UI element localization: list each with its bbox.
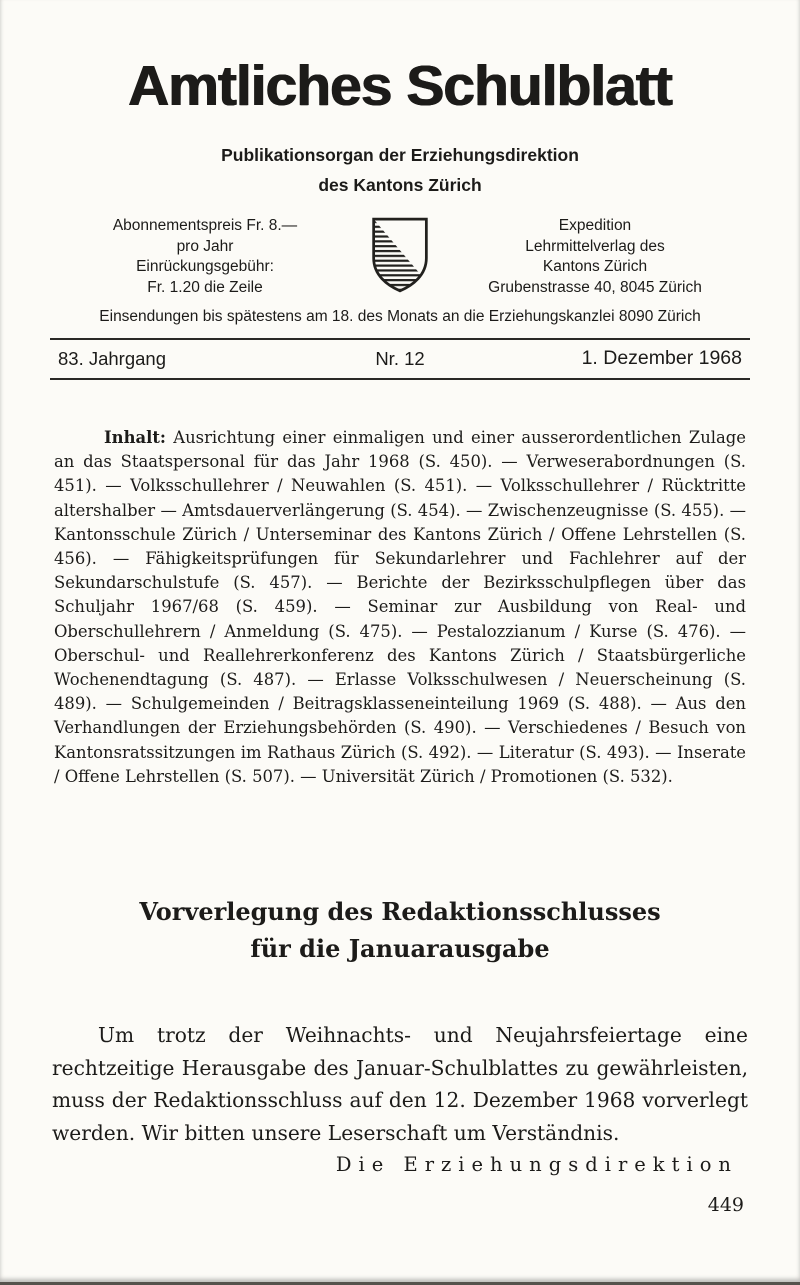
subscription-line: Abonnementspreis Fr. 8.— [112,217,298,234]
announcement-heading [0,893,800,967]
expedition-info-block [448,214,742,298]
subtitle-line-1: Publikationsorgan der Erziehungsdirektion [221,145,579,165]
announcement-heading-line-2: für die Januarausgabe [250,934,550,964]
masthead-info-row [58,214,742,298]
announcement-signature: Die Erziehungsdirektion [335,1153,738,1177]
expedition-line: Lehrmittelverlag des [525,237,665,255]
announcement-heading-line-1: Vorverlegung des Redaktionsschlusses [139,897,661,927]
expedition-line: Expedition [558,217,632,234]
subscription-line: Einrückungsgebühr: [136,258,274,275]
subscription-info-block [58,214,352,298]
submission-deadline-note: Einsendungen bis spätestens am 18. des Monats an die Erziehungskanzlei 8090 Zürich [99,308,701,325]
issue-info-bar [50,338,750,380]
announcement-body: Um trotz der Weihnachts- und Neujahrsfeiertage eine rechtzeitige Herausgabe des Januar-Schulblattes zu gewährleisten, muss der Redaktionsschluss auf den 12. Dezember 1968 vorverlegt werden. Wir bitten unsere Leserschaft um Verständnis. [52,1023,748,1145]
table-of-contents [54,426,746,789]
journal-subtitle [0,140,800,200]
contents-text: Ausrichtung einer einmaligen und einer ausserordentlichen Zulage an das Staatspersonal für das Jahr 1968 (S. 450). — Verweserabordnungen (S. 451). — Volksschullehrer / Neuwahlen (S. 451). — Volksschullehrer / Rücktritte altershalber — Amtsdauerverlängerung (S. 454). — Zwischenzeugnisse (S. 455). — Kantonsschule Zürich / Unterseminar des Kantons Zürich / Offene Lehrstellen (S. 456). — Fähigkeitsprüfungen für Sekundarlehrer und Fachlehrer auf der Sekundarschulstufe (S. 457). — Berichte der Bezirksschulpflegen über das Schuljahr 1967/68 (S. 459). — Seminar zur Ausbildung von Real- und Oberschullehrern / Anmeldung (S. 475). — Pestalozzianum / Kurse (S. 476). — Oberschul- und Reallehrerkonferenz des Kantons Zürich / Staatsbürgerliche Wochenendtagung (S. 487). — Erlasse Volksschulwesen / Neuerscheinung (S. 489). — Schulgemeinden / Beitragsklasseneinteilung 1969 (S. 488). — Aus den Verhandlungen der Erziehungsbehörden (S. 490). — Verschiedenes / Besuch von Kantonsratssitzungen im Rathaus Zürich (S. 492). — Literatur (S. 493). — Inserate / Offene Lehrstellen (S. 507). — Universität Zürich / Promotionen (S. 532). [54,428,746,786]
journal-title: Amtliches Schulblatt [128,54,672,118]
issue-number-label: Nr. 12 [375,347,425,369]
subscription-line: Fr. 1.20 die Zeile [147,278,263,296]
issue-date-label: 1. Dezember 1968 [581,347,742,369]
subscription-line: pro Jahr [176,237,234,255]
subtitle-line-2: des Kantons Zürich [318,175,482,195]
expedition-line: Kantons Zürich [542,258,648,275]
page-number: 449 [707,1194,744,1216]
volume-label: 83. Jahrgang [58,347,167,369]
contents-label: Inhalt: [104,428,166,447]
zurich-shield-icon [352,214,448,294]
expedition-line: Grubenstrasse 40, 8045 Zürich [488,278,702,296]
